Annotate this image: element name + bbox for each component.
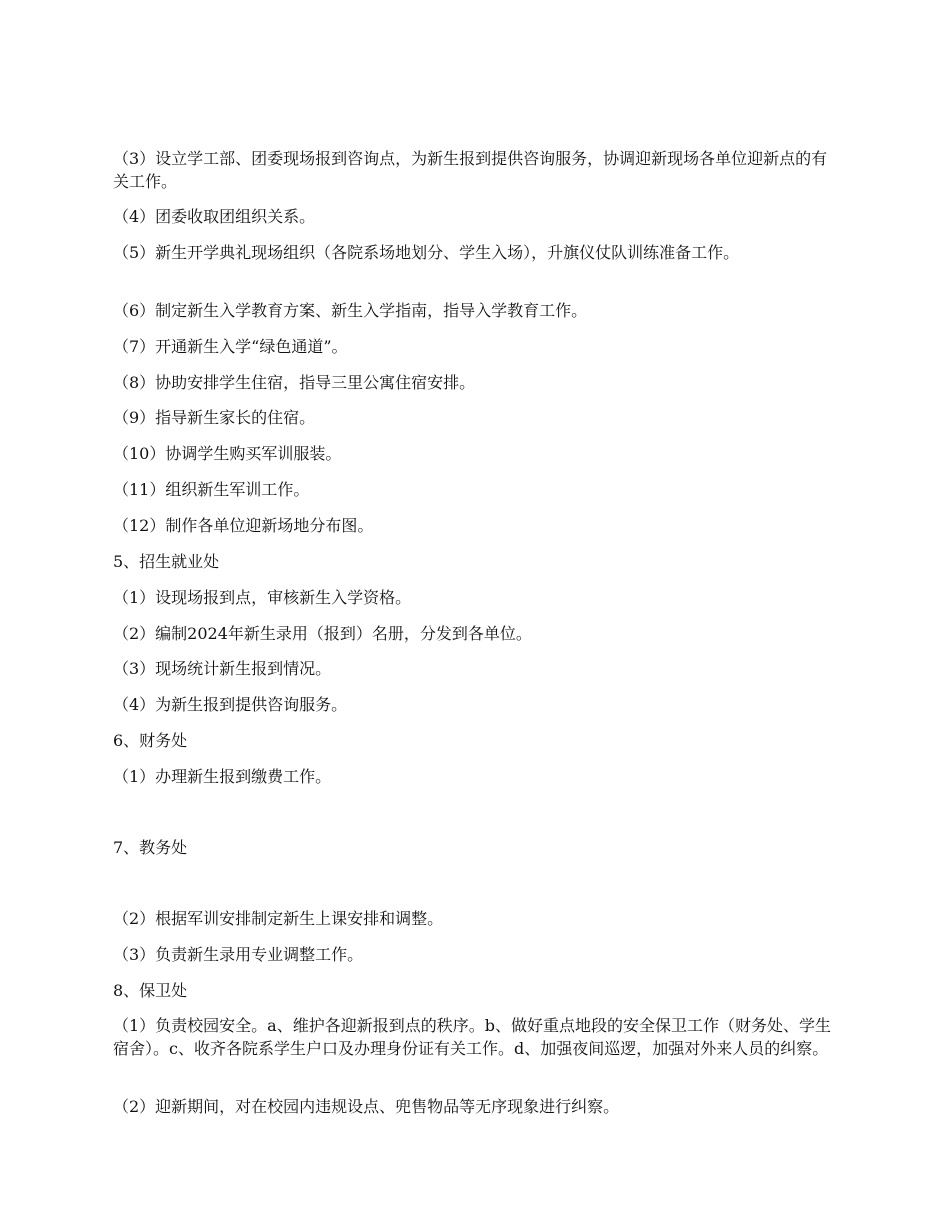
paragraph-opening-ceremony: （5）新生开学典礼现场组织（各院系场地划分、学生入场），升旗仪仗队训练准备工作。 [113,243,740,262]
section-heading-admissions: 5、招生就业处 [113,552,220,571]
section-heading-academic: 7、教务处 [113,838,188,857]
paragraph-registration-stats: （3）现场统计新生报到情况。 [113,659,332,678]
paragraph-vendor-control: （2）迎新期间，对在校园内违规设点、兜售物品等无序现象进行纠察。 [113,1097,620,1116]
paragraph-tuanwei-relations: （4）团委收取团组织关系。 [113,207,316,226]
paragraph-green-channel: （7）开通新生入学“绿色通道”。 [113,337,348,356]
paragraph-fee-payment: （1）办理新生报到缴费工作。 [113,767,332,786]
paragraph-uniform-purchase: （10）协调学生购买军训服装。 [113,444,342,463]
paragraph-military-training: （11）组织新生军训工作。 [113,480,310,499]
paragraph-dorm-arrangement: （8）协助安排学生住宿，指导三里公寓住宿安排。 [113,373,476,392]
paragraph-education-plan: （6）制定新生入学教育方案、新生入学指南，指导入学教育工作。 [113,301,588,320]
paragraph-consult-service: （4）为新生报到提供咨询服务。 [113,695,348,714]
paragraph-roster: （2）编制2024年新生录用（报到）名册，分发到各单位。 [113,624,532,643]
paragraph-major-adjustment: （3）负责新生录用专业调整工作。 [113,945,364,964]
paragraph-xuegong-consult: （3）设立学工部、团委现场报到咨询点，为新生报到提供咨询服务，协调迎新现场各单位迎新点的有关工作。 [113,149,828,191]
paragraph-parent-lodging: （9）指导新生家长的住宿。 [113,408,316,427]
section-heading-security: 8、保卫处 [113,981,188,1000]
paragraph-site-map: （12）制作各单位迎新场地分布图。 [113,516,374,535]
section-heading-finance: 6、财务处 [113,731,188,750]
paragraph-eligibility-check: （1）设现场报到点，审核新生入学资格。 [113,588,412,607]
paragraph-campus-safety: （1）负责校园安全。a、维护各迎新报到点的秩序。b、做好重点地段的安全保卫工作（财务处、学生宿舍）。c、收齐各院系学生户口及办理身份证有关工作。d、加强夜间巡逻，加强对外来人员的纠察。 [113,1016,831,1058]
paragraph-class-schedule: （2）根据军训安排制定新生上课安排和调整。 [113,909,444,928]
